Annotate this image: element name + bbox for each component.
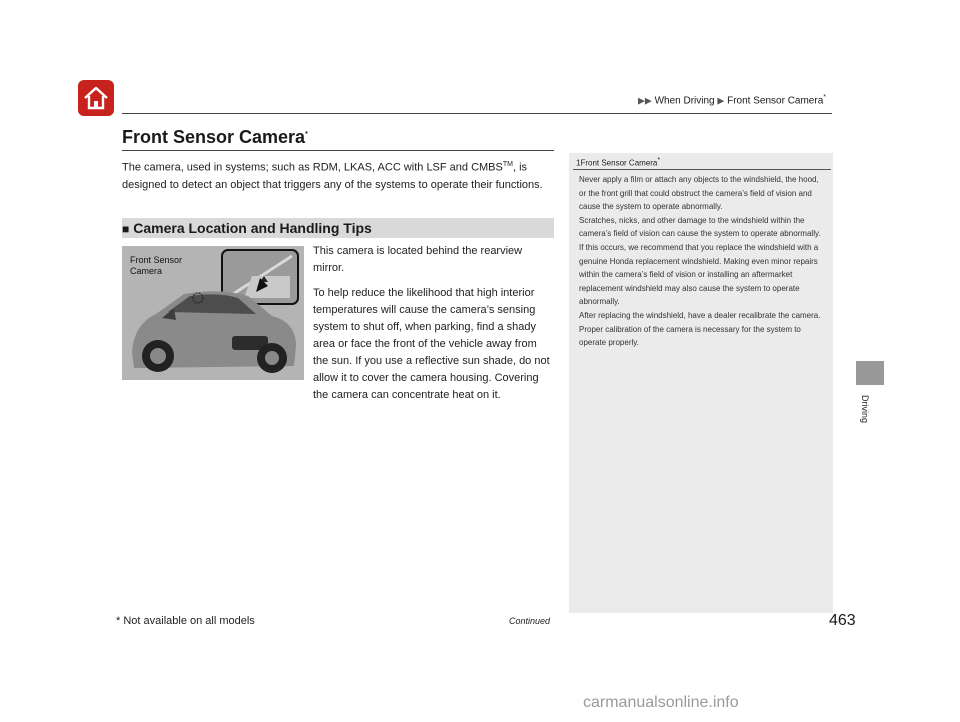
body-paragraph-1: This camera is located behind the rearview mirror. (313, 245, 523, 274)
body-paragraph-2: To help reduce the likelihood that high interior temperatures will cause the camera’s sensing system to shut off, when parking, find a shady area or face the front of the vehicle away from the sun. If you use a reflective sun shade, do not allow it to cover the camera housing. Covering the camera can concentrate heat on it. (313, 287, 550, 401)
chapter-label: Driving (860, 395, 870, 424)
page-number: 463 (829, 612, 856, 629)
breadcrumb-arrow-icon: ▶ (717, 95, 725, 106)
footnote: * Not available on all models (116, 615, 255, 627)
figure-label (130, 255, 182, 277)
intro-paragraph (122, 156, 547, 194)
breadcrumb-front-sensor-camera[interactable]: Front Sensor Camera (727, 95, 824, 107)
continued-label: Continued (509, 616, 551, 626)
page-title (122, 127, 308, 148)
section-body (313, 243, 554, 412)
header-rule (122, 113, 832, 114)
camera-location-figure (122, 246, 304, 380)
intro-text-2: , is designed to detect an object that triggers any of the systems to operate their functions. (122, 161, 543, 191)
intro-text-1: The camera, used in systems; such as RDM, LKAS, ACC with LSF and CMBS (122, 161, 503, 174)
figure-label-line2: Camera (130, 266, 163, 276)
breadcrumb-arrow-icon: ▶▶ (637, 95, 652, 106)
breadcrumb-when-driving[interactable]: When Driving (654, 95, 715, 107)
watermark: carmanualsonline.info (583, 694, 739, 711)
page-title-asterisk: * (305, 131, 308, 138)
section-heading-text: Camera Location and Handling Tips (133, 220, 372, 236)
breadcrumb (0, 94, 826, 106)
title-rule (122, 150, 554, 151)
page-title-text: Front Sensor Camera (122, 127, 306, 147)
breadcrumb-asterisk: * (823, 94, 826, 101)
sidebar-text: Never apply a film or attach any objects to the windshield, the hood, or the front grill that could obstruct the camera’s field of vision and cause the system to operate abnormally. Scratches, nicks, and other damage to the windshield within the camera’s field of vision can cause the system to operate abnormally. If this occurs, we recommend that you replace the windshield with a genuine Honda replacement windshield. Making even minor repairs within the camera’s field of vision or installing an aftermarket replacement windshield may also cause the system to operate abnormally. After replacing the windshield, have a dealer recalibrate the camera. Proper calibration of the camera is necessary for the system to operate properly. (579, 175, 821, 348)
sidebar-title-text: Front Sensor Camera (580, 158, 658, 168)
trademark-mark: TM (502, 161, 513, 168)
section-marker-icon: ■ (122, 222, 130, 236)
figure-label-line1: Front Sensor (130, 255, 183, 265)
section-heading (122, 218, 554, 238)
sidebar-rule (573, 169, 831, 170)
chapter-tab (856, 361, 884, 385)
sidebar-title (576, 157, 660, 168)
sidebar-ref-number: 1 (576, 158, 581, 168)
sidebar-asterisk: * (657, 157, 661, 164)
